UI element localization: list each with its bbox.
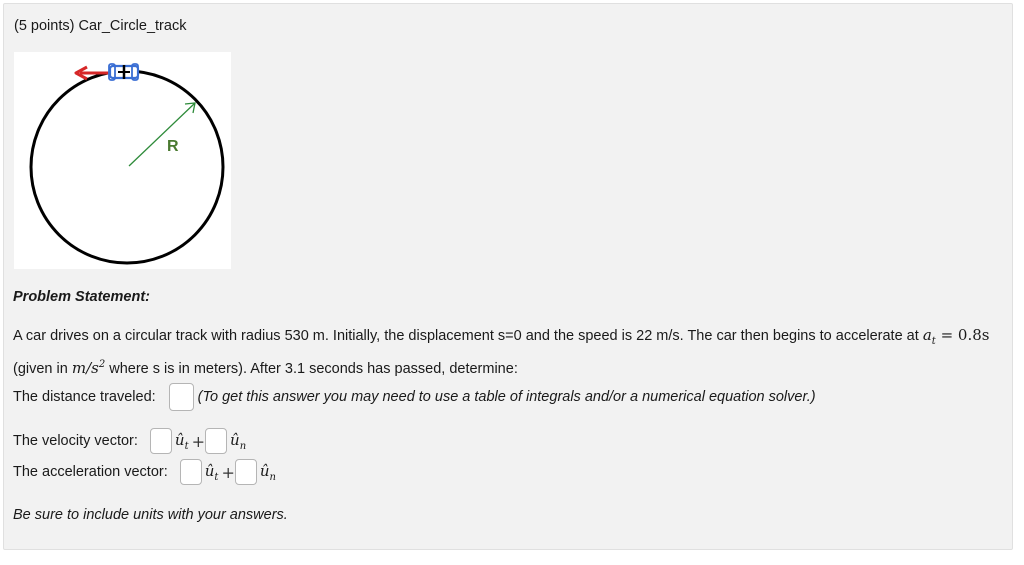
plus-sign: +: [191, 431, 206, 451]
question-card: [3, 3, 1013, 550]
velocity-normal-input[interactable]: [205, 428, 227, 454]
accel-symbol: $a_t$: [922, 326, 936, 347]
units-note: Be sure to include units with your answers.: [13, 507, 288, 523]
unit-vector-t: $û_t$: [204, 461, 219, 483]
velocity-row: [13, 428, 249, 454]
acceleration-row: [13, 459, 279, 485]
problem-text-part1: A car drives on a circular track with radius 530 m. Initially, the displacement s=0 and the speed is 22 m/s. The car then begins to accelerate at: [13, 328, 919, 344]
distance-hint: (To get this answer you may need to use a table of integrals and/or a numerical equation solver.): [197, 389, 816, 405]
acceleration-tangential-input[interactable]: [180, 459, 202, 485]
car-circle-track-figure: [14, 52, 231, 269]
car-icon: [109, 64, 138, 80]
plus-sign: +: [221, 462, 235, 482]
acceleration-label: The acceleration vector:: [13, 464, 168, 480]
question-title: (5 points) Car_Circle_track: [14, 18, 187, 34]
velocity-tangential-input[interactable]: [150, 428, 172, 454]
accel-unit: $m/s^2$: [71, 359, 106, 377]
problem-text-part3: where s is in meters). After 3.1 seconds has passed, determine:: [105, 361, 518, 377]
distance-row: [13, 383, 816, 411]
track-diagram: [14, 52, 231, 269]
problem-text-part2: (given in: [13, 361, 72, 377]
acceleration-normal-input[interactable]: [235, 459, 257, 485]
distance-label: The distance traveled:: [13, 389, 156, 405]
track-circle: [31, 71, 223, 263]
accel-expression: = 0.8s: [935, 326, 990, 344]
problem-statement: [13, 324, 998, 381]
unit-vector-t: $û_t$: [174, 430, 189, 452]
distance-answer-input[interactable]: [169, 383, 194, 411]
unit-vector-n: $û_n$: [259, 461, 276, 483]
radius-arrow: [129, 103, 195, 166]
velocity-label: The velocity vector:: [13, 433, 138, 449]
radius-label: R: [167, 138, 179, 155]
problem-heading: Problem Statement:: [13, 289, 150, 305]
unit-vector-n: $û_n$: [230, 430, 247, 452]
